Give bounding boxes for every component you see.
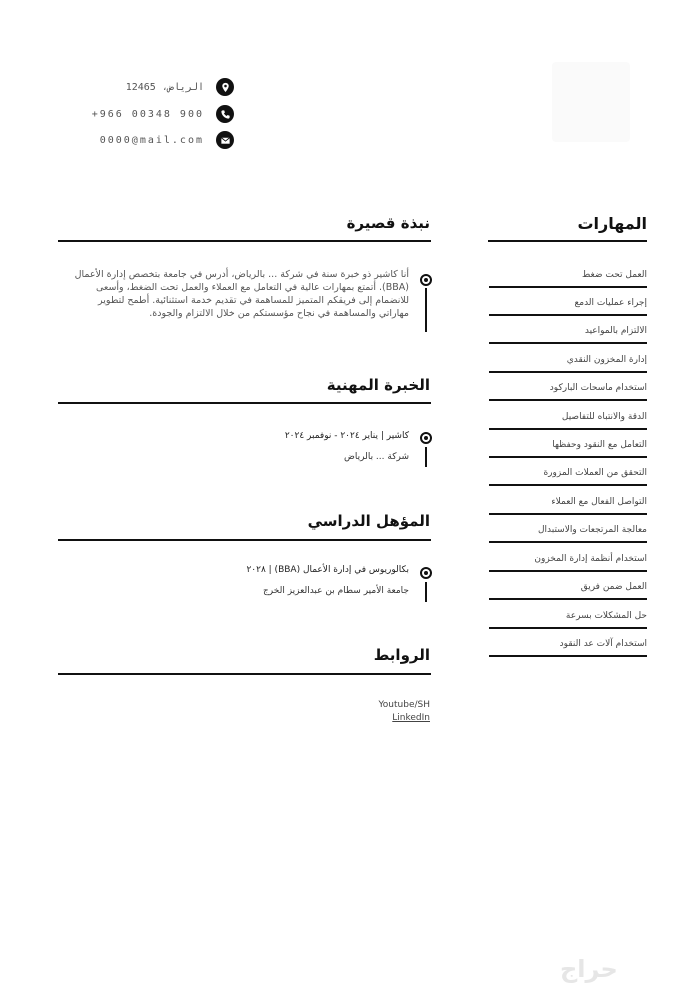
skill-item: إدارة المخزون النقدي: [489, 347, 647, 373]
job-title: كاشير | يناير ٢٠٢٤ - نوفمبر ٢٠٢٤: [284, 431, 409, 441]
school-name: جامعة الأمير سطام بن عبدالعزيز الخرج: [263, 586, 409, 596]
experience-bullet: [420, 432, 432, 444]
summary-line: [425, 288, 427, 332]
summary-bullet: [420, 274, 432, 286]
links-heading-rule: [58, 673, 431, 675]
skill-item: استخدام أنظمة إدارة المخزون: [489, 546, 647, 572]
email-text: 0000@mail.com: [99, 134, 204, 146]
location-pin-icon: [216, 78, 234, 96]
watermark-logo: حراج: [560, 955, 618, 983]
skills-heading-rule: [488, 240, 647, 242]
skill-item: استخدام ماسحات الباركود: [489, 375, 647, 401]
envelope-icon: [216, 131, 234, 149]
skill-item: الدقة والانتباه للتفاصيل: [489, 404, 647, 430]
education-heading-rule: [58, 539, 431, 541]
education-line: [425, 582, 427, 602]
youtube-link[interactable]: Youtube/SH: [378, 700, 430, 710]
skill-item: العمل ضمن فريق: [489, 574, 647, 600]
contact-email: [100, 131, 234, 149]
skill-item: الالتزام بالمواعيد: [489, 318, 647, 344]
contact-phone: [92, 105, 234, 123]
profile-photo: [552, 62, 630, 142]
phone-text: +966 00348 900: [91, 108, 204, 120]
skill-item: التعامل مع النقود وحفظها: [489, 432, 647, 458]
skill-item: معالجة المرتجعات والاستبدال: [489, 517, 647, 543]
summary-text: أنا كاشير ذو خبرة سنة في شركة ... بالرياض، أدرس في جامعة بتخصص إدارة الأعمال (BBA). أتمتع بمهارات عالية في التعامل مع العملاء والعمل تحت الضغط، وأسعى للانضمام إلى فريقكم المتميز للمساهمة في تقديم خدمة استثنائية. أطمح لتطوير مهاراتي والمساهمة في نجاح مؤسستكم من خلال الالتزام والجودة.: [74, 269, 409, 319]
skill-item: التواصل الفعال مع العملاء: [489, 489, 647, 515]
skill-item: حل المشكلات بسرعة: [489, 603, 647, 629]
location-text: الرياض، 12465: [125, 81, 204, 93]
company-name: شركة ... بالرياض: [343, 452, 409, 462]
phone-icon: [216, 105, 234, 123]
skill-item: إجراء عمليات الدمع: [489, 290, 647, 316]
summary-heading: نبذة قصيرة: [346, 214, 430, 232]
skills-heading: المهارات: [577, 214, 647, 233]
experience-heading-rule: [58, 402, 431, 404]
links-heading: الروابط: [373, 646, 430, 664]
contact-location: [126, 78, 234, 96]
linkedin-link[interactable]: LinkedIn: [392, 713, 430, 723]
skill-item: العمل تحت ضغط: [489, 262, 647, 288]
education-bullet: [420, 567, 432, 579]
skill-item: التحقق من العملات المزورة: [489, 460, 647, 486]
education-heading: المؤهل الدراسي: [307, 512, 430, 530]
summary-heading-rule: [58, 240, 431, 242]
degree-title: بكالوريوس في إدارة الأعمال (BBA) | ٢٠٢٨: [246, 565, 409, 575]
skill-item: استخدام آلات عد النقود: [489, 631, 647, 657]
experience-heading: الخبرة المهنية: [326, 376, 430, 394]
experience-line: [425, 447, 427, 467]
